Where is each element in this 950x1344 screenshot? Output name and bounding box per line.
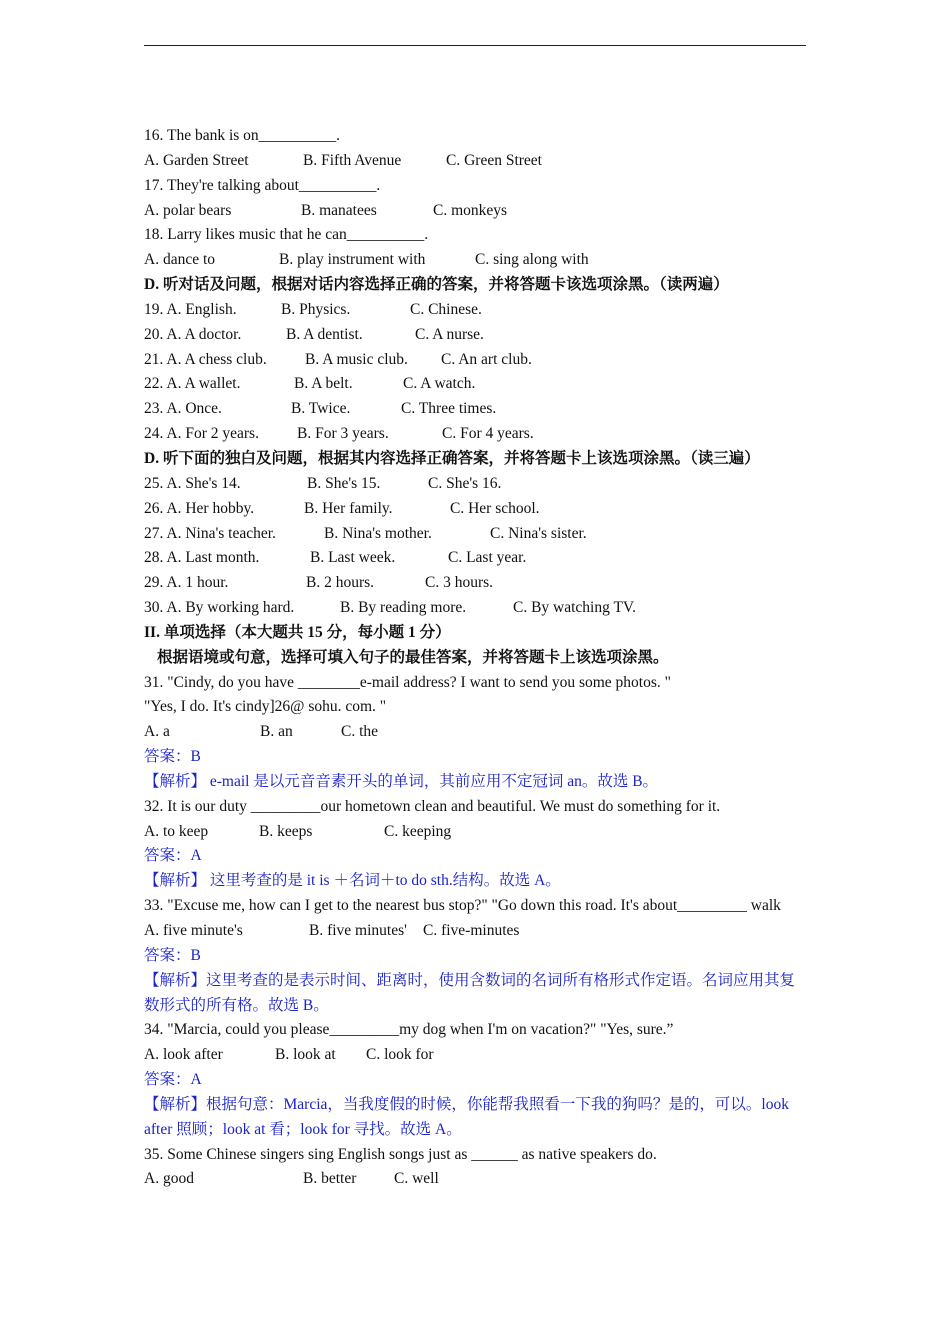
option-b: B. play instrument with <box>279 251 426 269</box>
question-text: 32. It is our duty _________our hometown clean and beautiful. We must do something for it. <box>144 797 721 815</box>
option-b: B. Nina's mother. <box>324 524 432 542</box>
analysis-31 <box>144 770 806 795</box>
analysis-34 <box>144 1093 806 1143</box>
option-b: B. Twice. <box>291 400 351 418</box>
question-21 <box>144 348 806 373</box>
answer-text: 答案：B <box>144 748 201 766</box>
option-a: 28. A. Last month. <box>144 549 260 567</box>
question-18 <box>144 223 806 248</box>
analysis-32 <box>144 869 806 894</box>
option-c: C. For 4 years. <box>442 425 534 443</box>
question-26 <box>144 497 806 522</box>
section-instructions-text: 根据语境或句意，选择可填入句子的最佳答案，并将答题卡上该选项涂黑。 <box>157 648 669 666</box>
option-b: B. For 3 years. <box>297 425 389 443</box>
option-a: 21. A. A chess club. <box>144 350 267 368</box>
answer-text: 答案：A <box>144 1071 202 1089</box>
option-c: C. well <box>394 1170 439 1188</box>
question-text: "Yes, I do. It's cindy]26@ sohu. com. " <box>144 698 387 716</box>
option-b: B. A belt. <box>294 375 353 393</box>
question-35-options <box>144 1167 806 1192</box>
option-b: B. A music club. <box>305 350 408 368</box>
question-31-options <box>144 720 806 745</box>
question-33 <box>144 894 806 919</box>
question-16 <box>144 124 806 149</box>
analysis-text: 【解析】 e-mail 是以元音音素开头的单词，其前应用不定冠词 an。故选 B。 <box>144 772 659 790</box>
option-a: 20. A. A doctor. <box>144 325 242 343</box>
question-20 <box>144 323 806 348</box>
question-17 <box>144 174 806 199</box>
question-17-options <box>144 199 806 224</box>
option-b: B. A dentist. <box>286 325 363 343</box>
question-27 <box>144 522 806 547</box>
question-31-reply <box>144 695 806 720</box>
option-a: A. to keep <box>144 822 209 840</box>
answer-31 <box>144 745 806 770</box>
question-24 <box>144 422 806 447</box>
option-b: B. keeps <box>259 822 313 840</box>
question-text: 31. "Cindy, do you have ________e-mail address? I want to send you some photos. " <box>144 673 671 691</box>
option-b: B. Last week. <box>310 549 396 567</box>
question-text: 16. The bank is on__________. <box>144 127 341 144</box>
option-c: C. An art club. <box>441 350 532 368</box>
question-text: 34. "Marcia, could you please_________my dog when I'm on vacation?" "Yes, sure.” <box>144 1021 674 1039</box>
analysis-33 <box>144 969 806 1019</box>
option-b: B. five minutes' <box>309 922 407 939</box>
option-b: B. Fifth Avenue <box>303 151 402 169</box>
question-22 <box>144 372 806 397</box>
section-heading-text: D. 听下面的独白及问题，根据其内容选择正确答案，并将答题卡上该选项涂黑。（读三遍） <box>144 449 760 467</box>
question-16-options <box>144 149 806 174</box>
header-rule <box>144 45 806 46</box>
option-c: C. five-minutes <box>423 922 520 939</box>
option-a: 22. A. A wallet. <box>144 375 241 393</box>
answer-34 <box>144 1068 806 1093</box>
question-33-options <box>144 919 806 944</box>
document-body <box>144 124 806 1192</box>
option-c: C. A watch. <box>403 375 476 393</box>
question-text: 33. "Excuse me, how can I get to the nearest bus stop?" "Go down this road. It's about_________ walk <box>144 897 781 915</box>
option-a: A. dance to <box>144 251 216 269</box>
option-b: B. look at <box>275 1046 336 1064</box>
option-c: C. Chinese. <box>410 300 482 318</box>
option-b: B. She's 15. <box>307 474 381 492</box>
question-text: 35. Some Chinese singers sing English songs just as ______ as native speakers do. <box>144 1145 657 1163</box>
question-34 <box>144 1018 806 1043</box>
option-c: C. Green Street <box>446 151 542 169</box>
option-b: B. Her family. <box>304 499 393 517</box>
option-c: C. She's 16. <box>428 474 502 492</box>
answer-text: 答案：A <box>144 847 202 865</box>
option-b: B. Physics. <box>281 300 351 318</box>
option-b: B. By reading more. <box>340 599 467 617</box>
option-c: C. sing along with <box>475 251 589 269</box>
question-35 <box>144 1143 806 1168</box>
option-a: A. Garden Street <box>144 151 249 169</box>
question-19 <box>144 298 806 323</box>
option-a: A. good <box>144 1170 194 1188</box>
question-32-options <box>144 820 806 845</box>
option-b: B. 2 hours. <box>306 574 375 592</box>
section-heading-text: II. 单项选择（本大题共 15 分，每小题 1 分） <box>144 623 451 641</box>
option-c: C. Three times. <box>401 400 497 418</box>
option-a: 25. A. She's 14. <box>144 474 241 492</box>
option-a: 30. A. By working hard. <box>144 599 295 617</box>
section-heading-text: D. 听对话及问题，根据对话内容选择正确的答案，并将答题卡该选项涂黑。（读两遍） <box>144 276 729 294</box>
option-b: B. an <box>260 723 293 741</box>
section-instructions <box>144 646 806 671</box>
option-a: 23. A. Once. <box>144 400 222 418</box>
option-c: C. look for <box>366 1046 434 1064</box>
analysis-text: 【解析】 这里考查的是 it is ＋名词＋to do sth.结构。故选 A。 <box>144 872 561 890</box>
answer-text: 答案：B <box>144 946 201 964</box>
question-18-options <box>144 248 806 273</box>
question-34-options <box>144 1043 806 1068</box>
section-heading-monologue <box>144 447 806 472</box>
option-b: B. better <box>303 1170 357 1188</box>
option-a: A. five minute's <box>144 922 243 939</box>
analysis-text: 【解析】这里考查的是表示时间、距离时，使用含数词的名词所有格形式作定语。名词应用其复数形式的所有格。故选 B。 <box>144 971 796 1014</box>
question-29 <box>144 571 806 596</box>
option-c: C. keeping <box>384 822 452 840</box>
option-c: C. A nurse. <box>415 325 484 343</box>
option-a: 29. A. 1 hour. <box>144 574 229 592</box>
question-text: 18. Larry likes music that he can__________. <box>144 226 429 244</box>
option-c: C. the <box>341 723 379 741</box>
option-a: A. a <box>144 723 170 741</box>
question-25 <box>144 472 806 497</box>
answer-32 <box>144 844 806 869</box>
option-c: C. Last year. <box>448 549 527 567</box>
option-a: A. polar bears <box>144 201 232 219</box>
section-heading-single-choice <box>144 621 806 646</box>
option-c: C. 3 hours. <box>425 574 494 592</box>
option-a: A. look after <box>144 1046 223 1064</box>
option-b: B. manatees <box>301 201 377 219</box>
question-23 <box>144 397 806 422</box>
option-c: C. monkeys <box>433 201 508 219</box>
option-c: C. By watching TV. <box>513 599 637 617</box>
question-31 <box>144 671 806 696</box>
answer-33 <box>144 944 806 969</box>
section-heading-dialogue <box>144 273 806 298</box>
option-a: 27. A. Nina's teacher. <box>144 524 276 542</box>
option-a: 26. A. Her hobby. <box>144 499 255 517</box>
analysis-text: 【解析】根据句意：Marcia，当我度假的时候，你能帮我照看一下我的狗吗？是的，可以。look after 照顾；look at 看；look for 寻找。故选 A。 <box>144 1095 789 1138</box>
option-c: C. Her school. <box>450 499 540 517</box>
question-28 <box>144 546 806 571</box>
option-c: C. Nina's sister. <box>490 524 587 542</box>
question-text: 17. They're talking about__________. <box>144 176 381 194</box>
option-a: 24. A. For 2 years. <box>144 425 259 443</box>
option-a: 19. A. English. <box>144 300 237 318</box>
question-32 <box>144 795 806 820</box>
question-30 <box>144 596 806 621</box>
